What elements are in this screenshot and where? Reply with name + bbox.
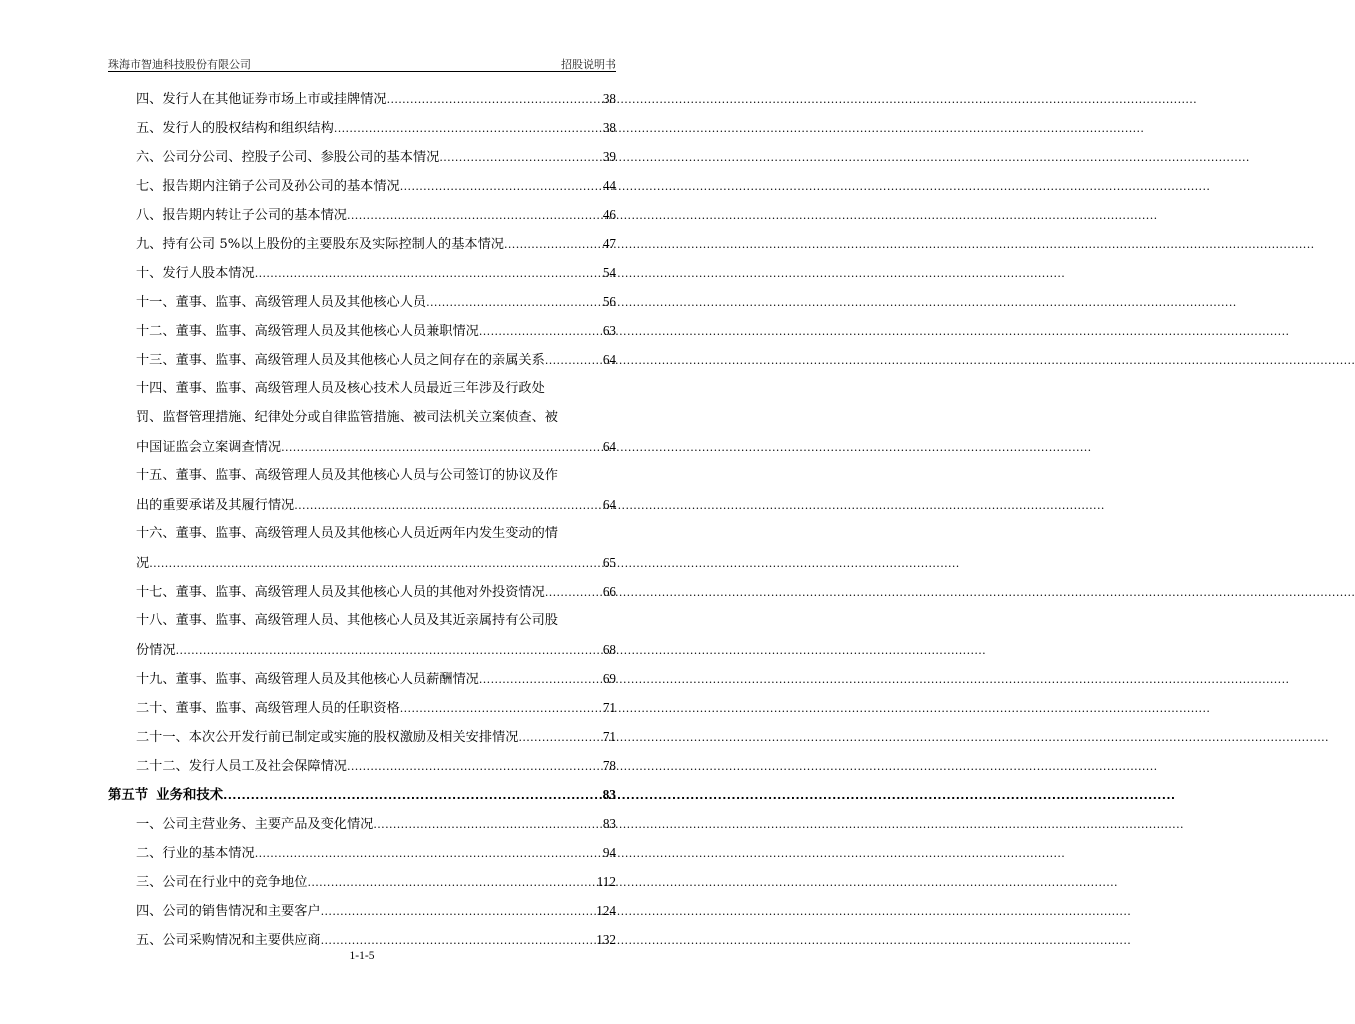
toc-entry-title: 四、公司的销售情况和主要客户 — [136, 904, 321, 919]
toc-dot-leader — [400, 694, 602, 723]
toc-page-number: 83 — [602, 787, 616, 802]
toc-entry[interactable] — [108, 345, 616, 374]
toc-entry-row — [108, 722, 616, 751]
toc-entry-title: 份情况 — [136, 643, 176, 658]
toc-dot-leader — [439, 143, 602, 172]
toc-entry[interactable] — [108, 287, 616, 316]
toc-entry-row — [108, 287, 616, 316]
toc-dot-leader — [504, 230, 602, 259]
toc-entry-row — [108, 171, 616, 200]
toc-entry-title-line: 罚、监督管理措施、纪律处分或自律监管措施、被司法机关立案侦查、被 — [136, 410, 558, 425]
toc-page-number: 94 — [602, 845, 616, 860]
toc-page-number: 63 — [602, 323, 616, 338]
toc-entry[interactable] — [108, 171, 616, 200]
toc-entry-title: 二十二、发行人员工及社会保障情况 — [136, 759, 347, 774]
toc-entry-row — [108, 751, 616, 780]
toc-entry-row — [108, 200, 616, 229]
toc-entry-row — [108, 635, 616, 664]
toc-dot-leader — [223, 781, 601, 810]
toc-page-number: 47 — [602, 236, 616, 251]
table-of-contents — [108, 84, 616, 954]
toc-entry-row — [108, 577, 616, 606]
toc-page-number: 64 — [602, 497, 616, 512]
toc-dot-leader — [545, 578, 602, 607]
toc-entry-row — [108, 113, 616, 142]
toc-entry-title: 六、公司分公司、控股子公司、参股公司的基本情况 — [136, 150, 440, 165]
toc-entry-row — [108, 664, 616, 693]
header-rule — [108, 71, 616, 72]
toc-page-number: 66 — [602, 584, 616, 599]
toc-dot-leader — [373, 810, 601, 839]
toc-entry-title: 况 — [136, 556, 150, 571]
toc-entry[interactable] — [108, 693, 616, 722]
toc-page-number: 38 — [602, 120, 616, 135]
toc-page-number: 64 — [602, 352, 616, 367]
toc-dot-leader — [347, 752, 602, 781]
toc-entry[interactable] — [108, 374, 616, 461]
toc-entry-title: 二十、董事、监事、高级管理人员的任职资格 — [136, 701, 400, 716]
toc-dot-leader — [347, 201, 602, 230]
toc-dot-leader — [255, 259, 602, 288]
toc-entry-title: 业务和技术 — [156, 788, 224, 803]
toc-entry-row — [108, 867, 616, 896]
toc-entry-title-line: 十六、董事、监事、高级管理人员及其他核心人员近两年内发生变动的情 — [136, 526, 558, 541]
toc-entry-row — [108, 490, 616, 519]
toc-dot-leader — [307, 868, 595, 897]
toc-entry-title: 中国证监会立案调查情况 — [136, 440, 282, 455]
toc-entry-title: 十三、董事、监事、高级管理人员及其他核心人员之间存在的亲属关系 — [136, 353, 545, 368]
toc-entry-row — [108, 84, 616, 113]
toc-entry[interactable] — [108, 258, 616, 287]
toc-entry[interactable] — [108, 577, 616, 606]
toc-section-heading[interactable] — [108, 780, 616, 809]
toc-page-number: 38 — [602, 91, 616, 106]
toc-page-number: 54 — [602, 265, 616, 280]
toc-entry-title: 八、报告期内转让子公司的基本情况 — [136, 208, 347, 223]
toc-page-number: 44 — [602, 178, 616, 193]
toc-entry-title: 二、行业的基本情况 — [136, 846, 255, 861]
toc-entry[interactable] — [108, 519, 616, 577]
toc-entry-row — [108, 316, 616, 345]
toc-dot-leader — [479, 317, 602, 346]
toc-page-number: 39 — [602, 149, 616, 164]
toc-page-number: 46 — [602, 207, 616, 222]
toc-entry-row — [108, 258, 616, 287]
toc-page-number: 83 — [602, 816, 616, 831]
page-number: 1-1-5 — [349, 950, 375, 962]
toc-entry-title: 出的重要承诺及其履行情况 — [136, 498, 295, 513]
toc-entry-row — [108, 838, 616, 867]
toc-entry[interactable] — [108, 461, 616, 519]
toc-page-number: 56 — [602, 294, 616, 309]
toc-page-number: 71 — [602, 700, 616, 715]
toc-entry[interactable] — [108, 142, 616, 171]
toc-dot-leader — [334, 114, 602, 143]
toc-entry[interactable] — [108, 316, 616, 345]
toc-dot-leader — [149, 549, 602, 578]
toc-entry-title: 十七、董事、监事、高级管理人员及其他核心人员的其他对外投资情况 — [136, 585, 545, 600]
toc-entry[interactable] — [108, 664, 616, 693]
toc-dot-leader — [176, 636, 602, 665]
toc-dot-leader — [281, 433, 602, 462]
toc-dot-leader — [294, 491, 602, 520]
toc-entry-row — [108, 896, 616, 925]
toc-entry[interactable] — [108, 229, 616, 258]
toc-entry-title: 四、发行人在其他证券市场上市或挂牌情况 — [136, 92, 387, 107]
toc-dot-leader — [255, 839, 602, 868]
toc-entry-row — [108, 229, 616, 258]
toc-page-number: 69 — [602, 671, 616, 686]
toc-dot-leader — [387, 85, 602, 114]
toc-entry-title: 十二、董事、监事、高级管理人员及其他核心人员兼职情况 — [136, 324, 479, 339]
toc-page-number: 65 — [602, 555, 616, 570]
toc-page-number: 68 — [602, 642, 616, 657]
toc-entry[interactable] — [108, 113, 616, 142]
toc-entry-row — [108, 809, 616, 838]
header-document-type: 招股说明书 — [561, 58, 616, 71]
toc-entry-title: 十、发行人股本情况 — [136, 266, 255, 281]
toc-page-number: 112 — [596, 874, 616, 889]
toc-entry-title: 三、公司在行业中的竞争地位 — [136, 875, 308, 890]
toc-dot-leader — [518, 723, 601, 752]
toc-entry-title-line: 十五、董事、监事、高级管理人员及其他核心人员与公司签订的协议及作 — [136, 468, 558, 483]
toc-entry-title: 十一、董事、监事、高级管理人员及其他核心人员 — [136, 295, 427, 310]
toc-entry-row — [108, 693, 616, 722]
toc-page-number: 71 — [602, 729, 616, 744]
toc-entry-title: 十九、董事、监事、高级管理人员及其他核心人员薪酬情况 — [136, 672, 479, 687]
toc-entry-title-line: 十八、董事、监事、高级管理人员、其他核心人员及其近亲属持有公司股 — [136, 613, 558, 628]
toc-entry-row — [108, 345, 616, 374]
toc-entry-row — [108, 548, 616, 577]
toc-page-number: 132 — [596, 932, 616, 947]
header-company-name: 珠海市智迪科技股份有限公司 — [108, 58, 251, 71]
toc-entry[interactable] — [108, 84, 616, 113]
toc-entry-title: 九、持有公司 5%以上股份的主要股东及实际控制人的基本情况 — [136, 237, 504, 252]
toc-entry-title: 一、公司主营业务、主要产品及变化情况 — [136, 817, 374, 832]
toc-entry-title-line: 十四、董事、监事、高级管理人员及核心技术人员最近三年涉及行政处 — [136, 381, 545, 396]
toc-entry[interactable] — [108, 896, 616, 925]
toc-dot-leader — [545, 346, 602, 375]
toc-entry[interactable] — [108, 200, 616, 229]
toc-entry-row — [108, 780, 616, 809]
toc-dot-leader — [400, 172, 602, 201]
toc-entry[interactable] — [108, 722, 616, 751]
toc-page-number: 64 — [602, 439, 616, 454]
toc-page-number: 124 — [596, 903, 616, 918]
toc-entry[interactable] — [108, 606, 616, 664]
toc-entry-title: 七、报告期内注销子公司及孙公司的基本情况 — [136, 179, 400, 194]
toc-entry[interactable] — [108, 838, 616, 867]
toc-page-number: 78 — [602, 758, 616, 773]
toc-entry-row — [108, 142, 616, 171]
toc-entry[interactable] — [108, 809, 616, 838]
toc-dot-leader — [321, 897, 596, 926]
toc-entry[interactable] — [108, 751, 616, 780]
toc-section-number: 第五节 — [108, 788, 149, 803]
page-footer — [0, 950, 724, 962]
toc-dot-leader — [479, 665, 602, 694]
toc-dot-leader — [426, 288, 602, 317]
running-header — [108, 58, 616, 72]
toc-entry-title: 五、公司采购情况和主要供应商 — [136, 933, 321, 948]
toc-entry-title: 五、发行人的股权结构和组织结构 — [136, 121, 334, 136]
toc-entry-title: 二十一、本次公开发行前已制定或实施的股权激励及相关安排情况 — [136, 730, 519, 745]
toc-entry[interactable] — [108, 867, 616, 896]
toc-entry-row — [108, 432, 616, 461]
